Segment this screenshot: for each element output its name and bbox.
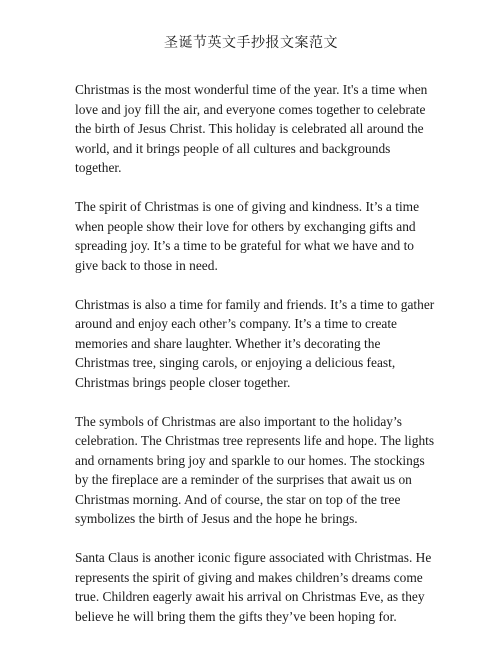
paragraph-1 xyxy=(75,80,433,178)
text-line: Christmas is the most wonderful time of the year. It's a time when xyxy=(75,82,428,97)
text-line: and ornaments bring joy and sparkle to our homes. The stockings xyxy=(75,452,425,468)
text-line: The symbols of Christmas are also important to the holiday’s xyxy=(75,413,402,429)
text-line: Christmas is also a time for family and friends. It’s a time to gather xyxy=(75,296,435,312)
text-line: Christmas morning. And of course, the star on top of the tree xyxy=(75,491,401,507)
text-line: memories and share laughter. Whether it’s decorating the xyxy=(75,335,381,351)
text-line: true. Children eagerly await his arrival on Christmas Eve, as they xyxy=(75,589,425,604)
text-line: give back to those in need. xyxy=(75,257,218,273)
text-line: symbolizes the birth of Jesus and the hope he brings. xyxy=(75,511,358,526)
text-line: the birth of Jesus Christ. This holiday is celebrated all around the xyxy=(75,121,424,136)
text-line: world, and it brings people of all cultures and backgrounds xyxy=(75,140,391,156)
text-line: love and joy fill the air, and everyone comes together to celebrate xyxy=(75,101,426,117)
paragraph-5 xyxy=(75,548,433,626)
document-title: 圣诞节英文手抄报文案范文 xyxy=(164,36,338,51)
text-line: when people show their love for others by exchanging gifts and xyxy=(75,218,416,234)
paragraph-3 xyxy=(75,295,433,393)
text-line: Christmas brings people closer together. xyxy=(75,374,291,390)
text-line: by the fireplace are a reminder of the surprises that await us on xyxy=(75,472,412,487)
text-line: celebration. The Christmas tree represents life and hope. The lights xyxy=(75,433,435,448)
paragraph-2 xyxy=(75,197,433,275)
text-line: believe he will bring them the gifts they’ve been hoping for. xyxy=(75,608,397,624)
document-body xyxy=(75,80,433,646)
text-line: around and enjoy each other’s company. It’s a time to create xyxy=(75,316,397,331)
text-line: together. xyxy=(75,160,122,175)
paragraph-4 xyxy=(75,412,433,529)
text-line: Santa Claus is another iconic figure associated with Christmas. He xyxy=(75,550,432,565)
text-line: The spirit of Christmas is one of giving and kindness. It’s a time xyxy=(75,199,420,214)
text-line: Christmas tree, singing carols, or enjoying a delicious feast, xyxy=(75,355,396,370)
text-line: represents the spirit of giving and makes children’s dreams come xyxy=(75,569,423,585)
text-line: spreading joy. It’s a time to be grateful for what we have and to xyxy=(75,238,414,253)
